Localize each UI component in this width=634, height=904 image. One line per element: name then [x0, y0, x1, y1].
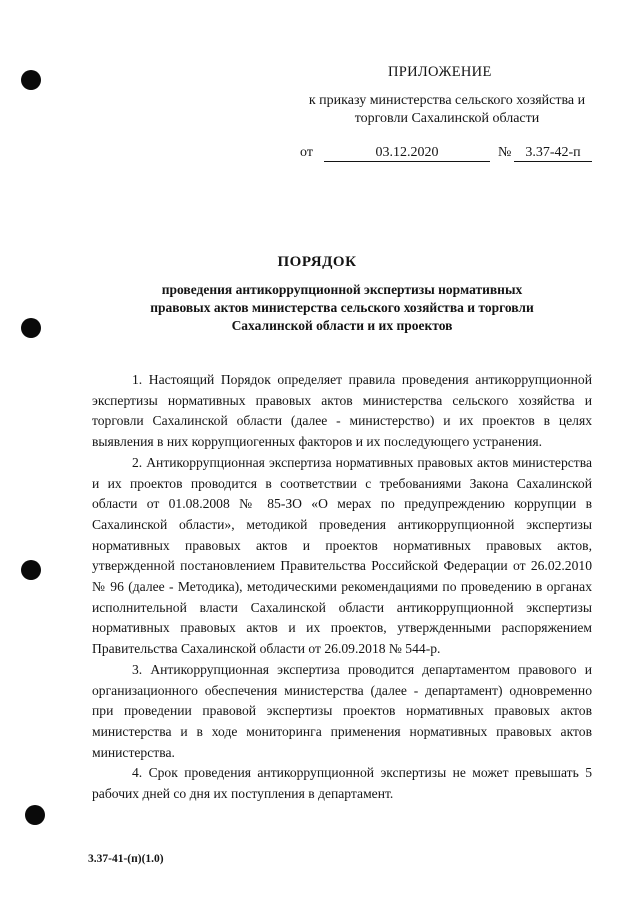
order-reference: к приказу министерства сельского хозяйства и торговли Сахалинской области: [308, 93, 586, 126]
document-subtitle: проведения антикоррупционной экспертизы нормативных правовых актов министерства сельского хозяйства и торговли Сахалинской области и их проектов: [150, 282, 534, 333]
paragraph: 2. Антикоррупционная экспертиза нормативных правовых актов министерства и их проектов проводится в соответствии с требованиями Закона Сахалинской области от 01.08.2008 № 85-ЗО «О мерах по предупреждению коррупции в Сахалинской области», методикой проведения антикоррупционной экспертизы нормативных правовых актов и проектов нормативных правовых актов, утвержденной постановлением Правительства Российской Федерации от 26.02.2010 № 96 (далее - Методика), методическими рекомендациями по проведению в органах исполнительной власти Сахалинской области антикоррупционной экспертизы нормативных правовых актов и их проектов, утвержденными распоряжением Правительства Сахалинской области от 26.09.2018 № 544-р.: [92, 454, 592, 657]
document-body: [92, 370, 592, 805]
order-date: 03.12.2020: [324, 145, 490, 162]
punch-hole: [21, 318, 41, 338]
punch-hole: [25, 805, 45, 825]
punch-hole: [21, 560, 41, 580]
paragraph: 4. Срок проведения антикоррупционной экспертизы не может превышать 5 рабочих дней со дня их поступления в департамент.: [92, 765, 592, 802]
punch-hole: [21, 70, 41, 90]
document-code: 3.37-41-(п)(1.0): [88, 853, 164, 865]
document-title: ПОРЯДОК: [277, 254, 357, 270]
appendix-heading: ПРИЛОЖЕНИЕ: [388, 64, 492, 80]
order-date-number: [300, 145, 600, 165]
paragraph: 1. Настоящий Порядок определяет правила проведения антикоррупционной экспертизы нормативных правовых актов министерства сельского хозяйства и торговли Сахалинской области (далее - министерство) и их проектов в целях выявления в них коррупциогенных факторов и их последующего устранения.: [92, 372, 592, 450]
paragraph: 3. Антикоррупционная экспертиза проводится департаментом правового и организационного обеспечения министерства (далее - департамент) одновременно при проведении правовой экспертизы проектов нормативных правовых актов министерства и в ходе мониторинга применения нормативных правовых актов министерства.: [92, 661, 592, 760]
number-label: №: [498, 145, 512, 160]
from-label: от: [300, 145, 313, 160]
order-number: 3.37-42-п: [514, 145, 592, 162]
